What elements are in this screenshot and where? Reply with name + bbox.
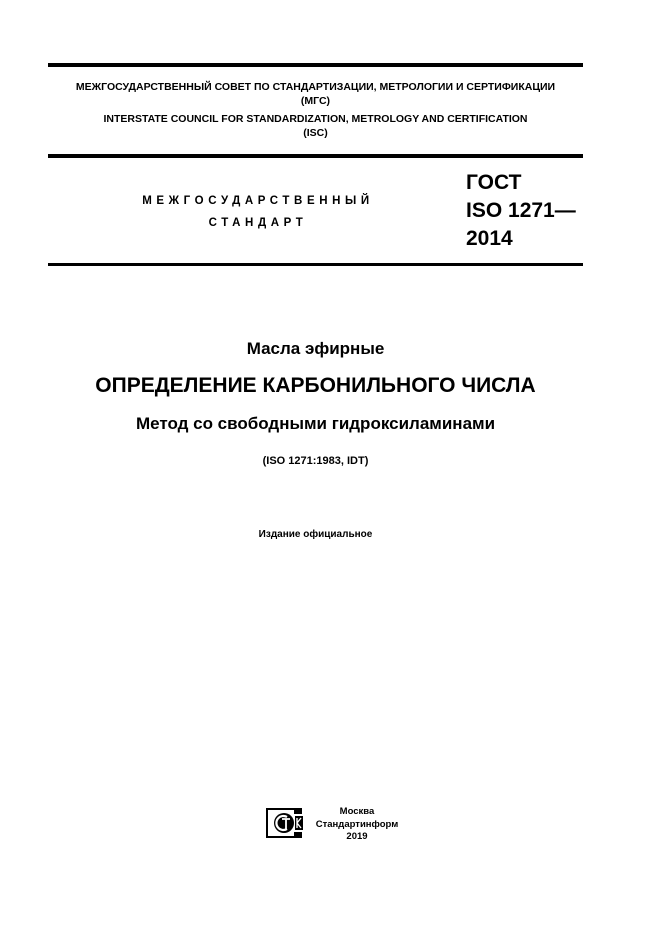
top-rule [48, 63, 583, 67]
council-name-ru-text: МЕЖГОСУДАРСТВЕННЫЙ СОВЕТ ПО СТАНДАРТИЗАЦИИ, МЕТРОЛОГИИ И СЕРТИФИКАЦИИ [75, 81, 556, 93]
council-abbr-ru: (МГС) [300, 95, 331, 107]
standard-type-line2: СТАНДАРТ [208, 217, 308, 229]
header-rule [48, 154, 583, 158]
council-name-en [48, 112, 583, 140]
standard-type [118, 190, 398, 234]
title-line3: Метод со свободными гидроксиламинами [135, 414, 496, 433]
edition-label: Издание официальное [258, 529, 373, 540]
publisher-city: Москва [339, 806, 375, 817]
code-rule [48, 263, 583, 266]
standard-code-line2: ISO 1271— [466, 199, 576, 222]
council-name-ru [48, 80, 583, 108]
standard-type-line1: МЕЖГОСУДАРСТВЕННЫЙ [142, 195, 374, 207]
iso-reference: (ISO 1271:1983, IDT) [262, 455, 369, 467]
standard-code [466, 169, 576, 253]
publisher-name: Стандартинформ [315, 818, 399, 830]
standard-code-line1: ГОСТ [466, 171, 522, 194]
publisher-info [300, 806, 414, 844]
title-line2: ОПРЕДЕЛЕНИЕ КАРБОНИЛЬНОГО ЧИСЛА [95, 374, 536, 397]
council-name-en-text: INTERSTATE COUNCIL FOR STANDARDIZATION, METROLOGY AND CERTIFICATION [103, 113, 528, 125]
standard-code-line3: 2014 [466, 227, 513, 250]
title-line1: Масла эфирные [246, 339, 385, 358]
publisher-year: 2019 [346, 831, 368, 842]
council-abbr-en: (ISC) [303, 127, 328, 139]
